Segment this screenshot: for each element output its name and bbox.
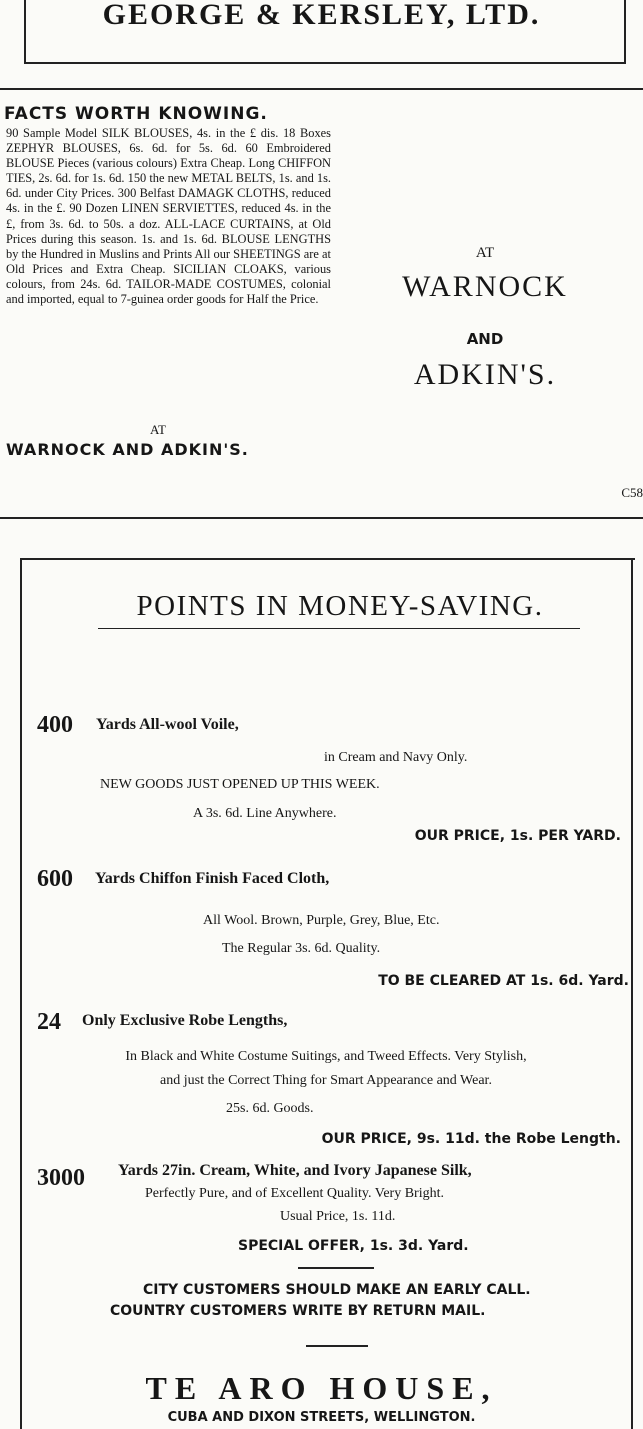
item-heading: Yards Chiffon Finish Faced Cloth, (95, 870, 330, 887)
item-line: All Wool. Brown, Purple, Grey, Blue, Etc. (203, 913, 440, 928)
warnock-at: AT (475, 245, 495, 261)
country-customers-note: COUNTRY CUSTOMERS WRITE BY RETURN MAIL. (110, 1303, 486, 1319)
item-line: Perfectly Pure, and of Excellent Quality. Very Bright. (145, 1186, 444, 1201)
item-price: OUR PRICE, 9s. 11d. the Robe Length. (321, 1131, 621, 1147)
city-customers-note: CITY CUSTOMERS SHOULD MAKE AN EARLY CALL. (143, 1282, 531, 1298)
te-aro-house-name: TE ARO HOUSE, (145, 1370, 498, 1406)
title-underline (98, 628, 580, 629)
item-line: 25s. 6d. Goods. (226, 1101, 314, 1116)
ad3-right-border (631, 560, 633, 1429)
item-qty: 3000 (37, 1165, 85, 1191)
adkins-name: ADKIN'S. (413, 358, 557, 391)
item-line: A 3s. 6d. Line Anywhere. (193, 806, 337, 821)
column-divider-2 (0, 517, 643, 519)
item-price: SPECIAL OFFER, 1s. 3d. Yard. (238, 1238, 469, 1254)
item-line: NEW GOODS JUST OPENED UP THIS WEEK. (100, 777, 380, 792)
item-line: The Regular 3s. 6d. Quality. (222, 941, 381, 956)
warnock-name: WARNOCK (402, 270, 568, 303)
ad-reference-code: C58 (621, 485, 643, 500)
facts-body (6, 126, 331, 307)
facts-body-text: 90 Sample Model SILK BLOUSES, 4s. in the £ dis. 18 Boxes ZEPHYR BLOUSES, 6s. 6d. for 5s. 6d. 60 Embroidered BLOUSE Pieces (various colours) Extra Cheap. Long CHIFFON TIES, 2s. 6d. for 1s. 6d. 150 the new METAL BELTS, 1s. and 1s. 6d. under City Prices. 300 Belfast DAMAGK CLOTHS, reduced 4s. in the £. 90 Dozen LINEN SERVIETTES, reduced 4s. in the £, from 3s. 6d. to 50s. a doz. ALL-LACE CURTAINS, at Old Prices during this season. 1s. and 1s. 6d. BLOUSE LENGTHS by the Hundred in Muslins and Prints All our SHEETINGS are at Old Prices and Extra Cheap. SICILIAN CLOAKS, various colours, from 24s. 6d. TAILOR-MADE COSTUMES, colonial and imported, equal to 7-guinea order goods for Half the Price. (6, 126, 331, 307)
column-divider-1 (0, 88, 643, 90)
short-divider-1 (298, 1267, 374, 1269)
george-kersley-title: GEORGE & KERSLEY, LTD. (102, 0, 541, 31)
item-line: and just the Correct Thing for Smart Appearance and Wear. (160, 1073, 492, 1088)
warnock-and: AND (466, 330, 504, 348)
item-line: In Black and White Costume Suitings, and Tweed Effects. Very Stylish, (125, 1049, 527, 1064)
facts-signature: WARNOCK AND ADKIN'S. (6, 440, 249, 459)
money-saving-title: POINTS IN MONEY-SAVING. (136, 590, 544, 622)
item-price: OUR PRICE, 1s. PER YARD. (414, 828, 621, 844)
facts-heading: FACTS WORTH KNOWING. (4, 104, 268, 124)
item-heading: Yards 27in. Cream, White, and Ivory Japanese Silk, (118, 1162, 472, 1179)
item-qty: 400 (37, 712, 73, 738)
item-qty: 24 (37, 1009, 61, 1035)
facts-at: AT (150, 422, 166, 437)
item-qty: 600 (37, 866, 73, 892)
te-aro-address: CUBA AND DIXON STREETS, WELLINGTON. (167, 1410, 476, 1425)
item-heading: Only Exclusive Robe Lengths, (82, 1012, 288, 1029)
short-divider-2 (306, 1345, 368, 1347)
ad3-left-border (20, 560, 22, 1429)
item-line: in Cream and Navy Only. (324, 750, 468, 765)
ad3-top-border (20, 558, 635, 560)
item-line: Usual Price, 1s. 11d. (280, 1209, 396, 1224)
ad1-bottom-border (24, 62, 626, 64)
item-price: TO BE CLEARED AT 1s. 6d. Yard. (378, 973, 629, 989)
item-heading: Yards All-wool Voile, (96, 716, 239, 733)
